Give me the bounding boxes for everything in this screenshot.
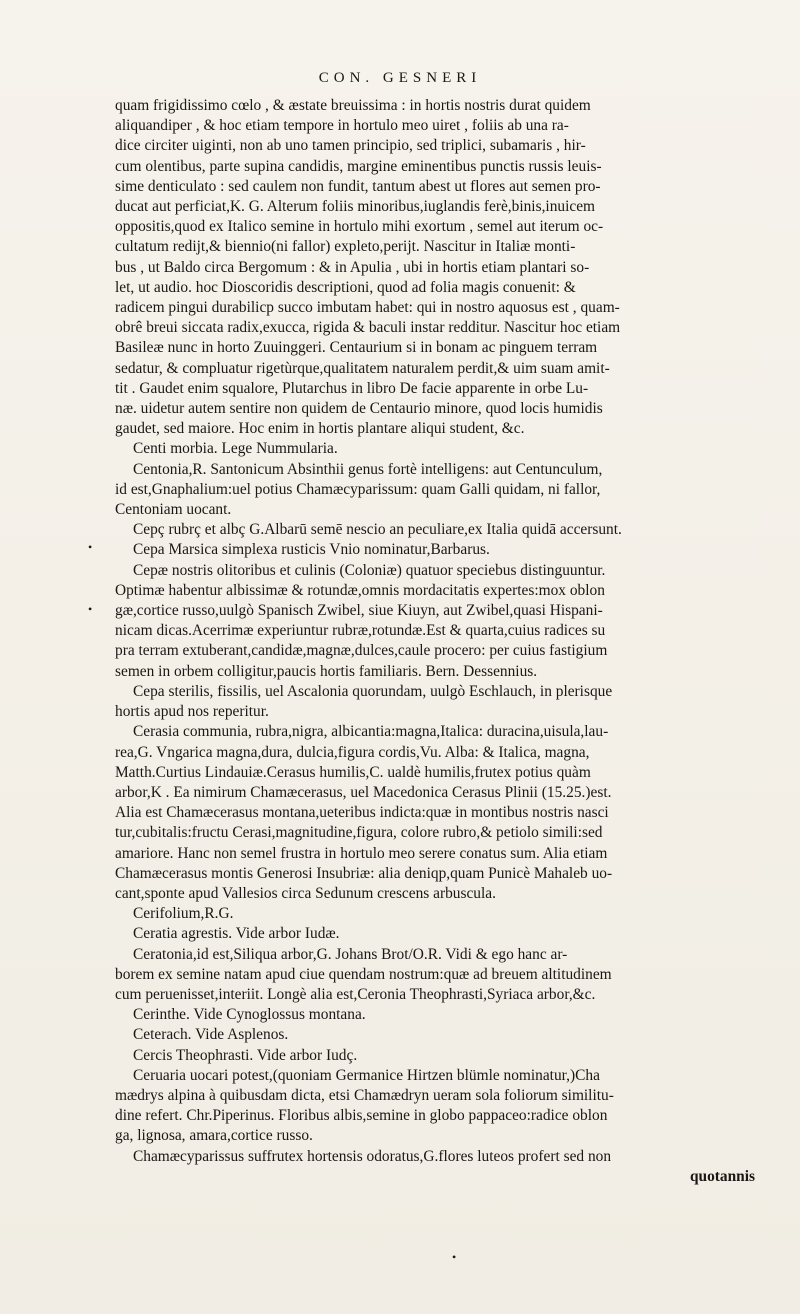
text-line: sime denticulato : sed caulem non fundit, tantum abest ut flores aut semen pro- xyxy=(115,177,601,195)
text-line: Cerasia communia, rubra,nigra, albicantia:magna,Italica: duracina,uisula,lau- xyxy=(133,723,609,741)
text-line: Optimæ habentur albissimæ & rotundæ,omnis mordacitatis expertes:mox oblon xyxy=(115,581,605,599)
text-line: cultatum redijt,& biennio(ni fallor) expleto,perijt. Nascitur in Italiæ monti- xyxy=(115,238,576,256)
text-line: næ. uidetur autem sentire non quidem de Centaurio minore, quod locis humidis xyxy=(115,400,603,418)
text-line: sedatur, & compluatur rigetùrque,qualitatem naturalem perdit,& uim suam amit- xyxy=(115,359,610,377)
text-line: nicam dicas.Acerrimæ experiuntur rubræ,rotundæ.Est & quarta,cuius radices su xyxy=(115,622,606,640)
margin-bullet-icon: • xyxy=(88,540,93,554)
text-line: Ceterach. Vide Asplenos. xyxy=(133,1026,289,1044)
text-line: Matth.Curtius Lindauiæ.Cerasus humilis,C. ualdè humilis,frutex potius quàm xyxy=(115,763,591,781)
text-line: gæ,cortice russo,uulgò Spanisch Zwibel, siue Kiuyn, aut Zwibel,quasi Hispani- xyxy=(115,602,603,620)
text-line: rea,G. Vngarica magna,dura, dulcia,figura cordis,Vu. Alba: & Italica, magna, xyxy=(115,743,590,761)
text-line: cum peruenisset,interiit. Longè alia est,Ceronia Theophrasti,Syriaca arbor,&c. xyxy=(115,985,596,1003)
text-line: tur,cubitalis:fructu Cerasi,magnitudine,figura, colore rubro,& petiolo simili:sed xyxy=(115,824,603,842)
text-line: Centoniam uocant. xyxy=(115,501,232,519)
margin-bullet-icon: • xyxy=(88,602,93,616)
text-line: quam frigidissimo cœlo , & æstate breuissima : in hortis nostris durat quidem xyxy=(115,97,591,114)
text-line: Centi morbia. Lege Nummularia. xyxy=(133,440,338,458)
text-line: cum olentibus, parte supina candidis, margine eminentibus punctis russis leuis- xyxy=(115,157,602,175)
text-line: pra terram extuberant,candidæ,magnæ,dulces,caule procero: per cuius fastigium xyxy=(115,642,608,660)
text-line: oppositis,quod ex Italico semine in hortulo mihi exortum , semel aut iterum oc- xyxy=(115,218,604,236)
text-line: bus , ut Baldo circa Bergomum : & in Apulia , ubi in hortis etiam plantari so- xyxy=(115,258,590,276)
text-line: Centonia,R. Santonicum Absinthii genus fortè intelligens: aut Centunculum, xyxy=(133,460,603,478)
text-line: amariore. Hanc non semel frustra in hortulo meo serere conatus sum. Alia etiam xyxy=(115,844,608,862)
text-line: Cercis Theophrasti. Vide arbor Iudç. xyxy=(133,1046,358,1064)
text-line: Alia est Chamæcerasus montana,ueteribus indicta:quæ in montibus nostris nasci xyxy=(115,804,609,822)
text-line: gaudet, sed maiore. Hoc enim in hortis plantare aliqui student, &c. xyxy=(115,420,525,438)
text-line: Cepæ nostris olitoribus et culinis (Coloniæ) quatuor speciebus distinguuntur. xyxy=(133,561,606,579)
text-line: Cepç rubrç et albç G.Albarū semē nescio an peculiare,ex Italia quidā accersunt. xyxy=(133,521,622,539)
text-line: hortis apud nos reperitur. xyxy=(115,703,269,721)
text-line: Cerifolium,R.G. xyxy=(133,905,234,923)
text-line: borem ex semine natam apud ciue quendam nostrum:quæ ad breuem altitudinem xyxy=(115,965,612,983)
text-line: cant,sponte apud Vallesios circa Sedunum crescens arbuscula. xyxy=(115,884,496,902)
text-line: Cerinthe. Vide Cynoglossus montana. xyxy=(133,1006,366,1024)
text-line: arbor,K . Ea nimirum Chamæcerasus, uel Macedonica Cerasus Plinii (15.25.)est. xyxy=(115,783,612,801)
text-line: aliquandiper , & hoc etiam tempore in hortulo meo uiret , foliis ab una ra- xyxy=(115,117,569,135)
text-line: Ceratonia,id est,Siliqua arbor,G. Johans Brot/O.R. Vidi & ego hanc ar- xyxy=(133,945,568,963)
text-line: Ceratia agrestis. Vide arbor Iudæ. xyxy=(133,925,340,943)
text-line: semen in orbem colligitur,paucis hortis familiaris. Bern. Dessennius. xyxy=(115,662,538,680)
catchword: quotannis xyxy=(689,1167,755,1185)
ink-dot-icon: • xyxy=(452,1250,457,1264)
text-line: tit . Gaudet enim squalore, Plutarchus in libro De facie apparente in orbe Lu- xyxy=(115,379,589,397)
text-line: mædrys alpina à quibusdam dicta, etsi Chamædryn ueram sola foliorum similitu- xyxy=(115,1086,614,1104)
text-line: obrê breui siccata radix,exucca, rigida & baculi instar redditur. Nascitur hoc etiam xyxy=(115,319,621,337)
text-line: Chamæcyparissus suffrutex hortensis odoratus,G.flores luteos profert sed non xyxy=(133,1147,612,1165)
text-line: dice circiter uiginti, non ab uno tamen principio, sed triplici, subamaris , hir- xyxy=(115,137,586,155)
text-line: dine refert. Chr.Piperinus. Floribus albis,semine in globo pappaceo:radice oblon xyxy=(115,1107,608,1125)
text-line: Ceruaria uocari potest,(quoniam Germanice Hirtzen blümle nominatur,)Cha xyxy=(133,1066,600,1084)
text-line: id est,Gnaphalium:uel potius Chamæcyparissum: quam Galli quidam, ni fallor, xyxy=(115,480,601,498)
text-line: ducat aut perficiat,K. G. Alterum foliis minoribus,iuglandis ferè,binis,inuicem xyxy=(115,198,595,216)
body-text xyxy=(115,96,785,1187)
text-line: Cepa sterilis, fissilis, uel Ascalonia quorundam, uulgò Eschlauch, in plerisque xyxy=(133,682,613,700)
text-line: Cepa Marsica simplexa rusticis Vnio nominatur,Barbarus. xyxy=(133,541,490,559)
text-line: Chamæcerasus montis Generosi Insubriæ: alia deniqp,quam Punicè Mahaleb uo- xyxy=(115,864,613,882)
text-line: radicem pingui durabilicp succo imbutam habet: qui in nostro aquosus est , quam- xyxy=(115,299,620,317)
running-header: CON. GESNERI xyxy=(318,70,482,86)
text-line: let, ut audio. hoc Dioscoridis descriptioni, quod ad folia magis conuenit: & xyxy=(115,278,576,296)
text-line: Basileæ nunc in horto Zuuinggeri. Centaurium si in bonam ac pinguem terram xyxy=(115,339,598,357)
text-line: ga, lignosa, amara,cortice russo. xyxy=(115,1127,313,1145)
